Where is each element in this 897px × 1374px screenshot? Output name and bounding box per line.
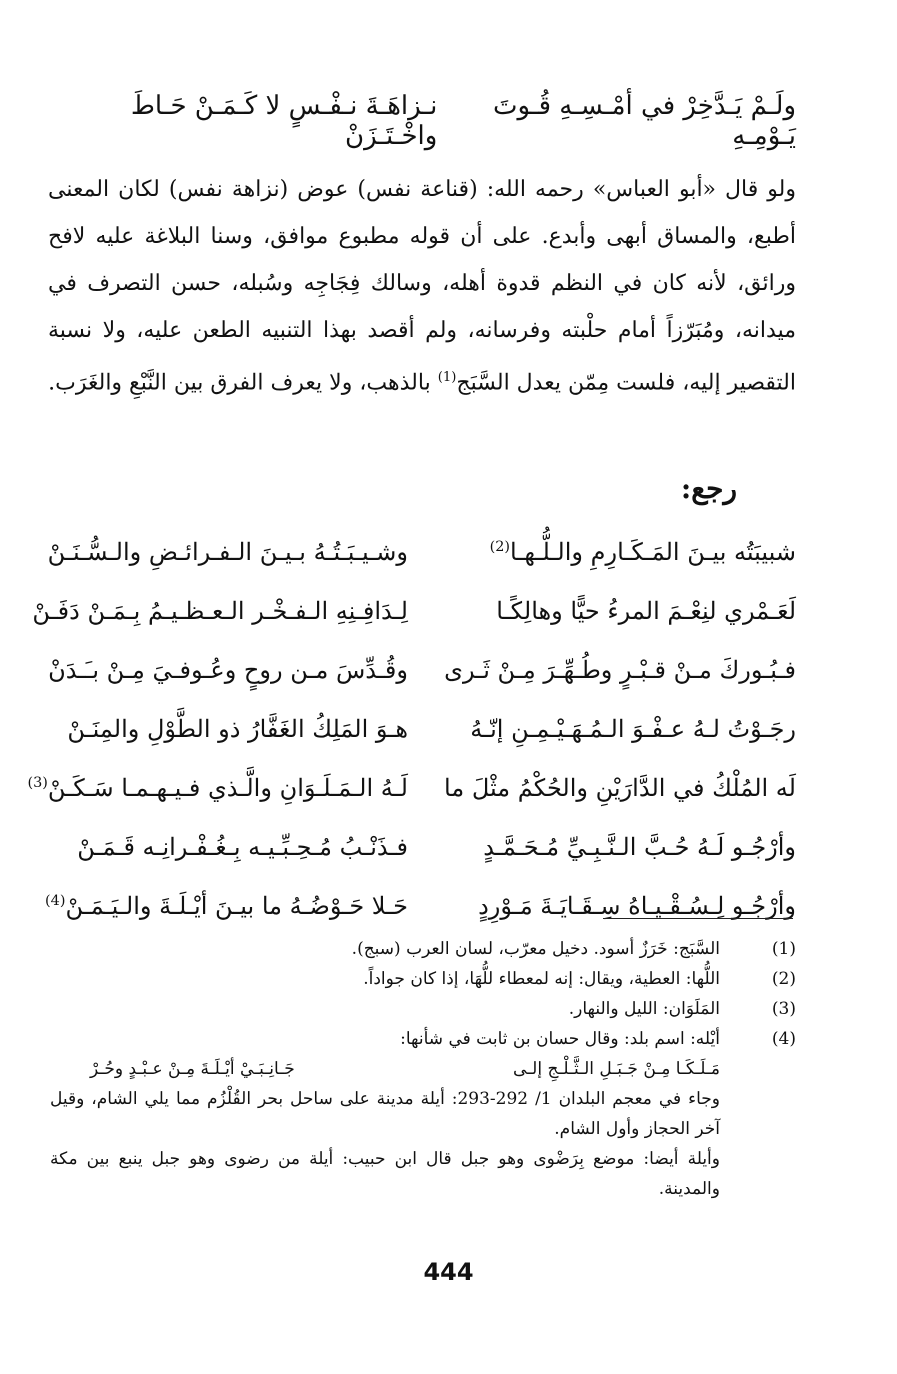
hemistich-second xyxy=(27,773,408,802)
hemistich-first: لَه المُلْكُ في الدَّارَيْنِ والحُكْمُ مثْلَ ما xyxy=(444,773,796,802)
footnote-text: السَّبَج: خَرَزٌ أسود. دخيل معرّب، لسان العرب (سبج). xyxy=(351,939,720,959)
footnote-number: (2) xyxy=(771,969,796,989)
footnote-1 xyxy=(50,934,796,964)
hemistich-second: لِـدَافِـنِهِ الـفـخْـر الـعـظـيـمُ بِـمَـنْ دَفَـنْ xyxy=(32,596,408,625)
hemistich-second: وشـيـبَـتُـهُ بـيـنَ الـفـرائـضِ والـسُّـنَـنْ xyxy=(47,537,408,566)
verse-first-hemistich: ولَـمْ يَـدَّخِرْ في أمْـسِـهِ قُـوتَ يَـوْمِـهِ xyxy=(493,91,796,151)
footnote-text: المَلَوَان: الليل والنهار. xyxy=(568,999,720,1019)
hemistich-text: حَـلا حَـوْضُـهُ ما بيـنَ أيْـلَـةَ والـيَـمَـنْ xyxy=(65,891,408,920)
footnote-text: اللُّها: العطية، ويقال: إنه لمعطاء للُّهَا، إذا كان جواداً. xyxy=(363,969,720,989)
opening-verse xyxy=(48,91,796,151)
section-heading: رجع: xyxy=(680,472,737,505)
footnotes xyxy=(50,934,796,1204)
hemistich-second xyxy=(45,891,408,920)
prose-text: ولو قال «أبو العباس» رحمه الله: (قناعة نفس) عوض (نزاهة نفس) لكان المعنى أطبع، والمساق أبهى وأبدع. على أن قوله مطبوع موافق، وسنا البلاغة عليه لافح ورائق، لأنه كان في النظم قدوة أهله، وسالك فِجَاجِه وسُبله، حسن التصرف في ميدانه، ومُبَرّزاً أمام حلْبته وفرسانه، ولم أقصد بهذا التنبيه الطعن عليه، ولا نسبة التقصير إليه، فلست مِمّن يعدل السَّبَج xyxy=(48,177,796,396)
poem-line xyxy=(32,581,796,640)
footnote-ref-4: (4) xyxy=(45,892,66,909)
poem xyxy=(27,522,796,935)
footnote-verse-first: مَـلَـكَـا مِـنْ جَـبَـلِ الـثَّـلْـجِ إلـى xyxy=(513,1059,720,1079)
hemistich-first: وأرْجُـو لِـسُـقْـيـاهُ سِـقَـايَـةَ مَـوْرِدٍ xyxy=(478,891,796,920)
footnote-3 xyxy=(50,994,796,1024)
footnote-ref-2: (2) xyxy=(489,538,511,555)
hemistich-text: لَـهُ الـمَـلَـوَانِ والَّـذي فـيـهـمـا سَـكَـنْ xyxy=(47,773,408,802)
verse-second-hemistich: نـزاهَـةَ نـفْـسٍ لا كَـمَـنْ حَـاطَ واخْـتَـزَنْ xyxy=(130,91,438,151)
poem-line xyxy=(48,522,796,581)
footnote-verse-second: جَـانِـبَـيْ أيْـلَـةَ مِـنْ عـبْـدٍ وحُـرْ xyxy=(90,1059,295,1079)
poem-line xyxy=(48,817,796,876)
hemistich-second: وقُـدِّسَ مـن روحٍ وعُـوفـيَ مِـنْ بـَـدَنْ xyxy=(48,655,408,684)
footnote-number: (4) xyxy=(771,1029,796,1049)
poem-line xyxy=(48,640,796,699)
footnote-4 xyxy=(50,1024,796,1054)
hemistich-text: شبيبَتُه بيـنَ المَـكَـارِمِ والـلُّـهـا xyxy=(510,537,796,566)
footnote-number: (1) xyxy=(771,939,796,959)
hemistich-first: رجَـوْتُ لـهُ عـفْـوَ الـمُـهَـيْـمِـنِ إنّـهُ xyxy=(470,714,796,743)
poem-line xyxy=(27,758,796,817)
hemistich-first: فـبُـوركَ مـنْ قـبْـرٍ وطُـهِّـرَ مِـنْ ثَـرى xyxy=(444,655,796,684)
poem-line xyxy=(48,699,796,758)
hemistich-first: وأرْجُـو لَـهُ حُـبَّ الـنَّـبِـيِّ مُـحَـمَّـدٍ xyxy=(483,832,796,861)
page-number: 444 xyxy=(423,1258,474,1286)
footnote-number: (3) xyxy=(771,999,796,1019)
footnote-ref-3: (3) xyxy=(27,774,48,791)
hemistich-second: هـوَ المَلِكُ الغَفَّارُ ذو الطَّوْلِ والمِنَـنْ xyxy=(67,714,408,743)
footnote-2 xyxy=(50,964,796,994)
footnote-continuation: وجاء في معجم البلدان 1/ 292-293: أيلة مدينة على ساحل بحر القُلْزُم مما يلي الشام، وقيل آخر الحجاز وأول الشام. xyxy=(50,1089,720,1139)
prose-text-end: بالذهب، ولا يعرف الفرق بين النَّبْعِ والغَرَب. xyxy=(48,370,438,396)
prose-paragraph xyxy=(48,166,796,406)
footnote-text: أيْله: اسم بلد: وقال حسان بن ثابت في شأنها: xyxy=(400,1029,720,1049)
footnote-continuation: وأيلة أيضا: موضع بِرَضْوى وهو جبل قال ابن حبيب: أيلة من رضوى وهو جبل ينبع بين مكة والمدينة. xyxy=(50,1149,720,1199)
hemistich-first: لَعَـمْري لنِعْـمَ المرءُ حيًّا وهالِكًـا xyxy=(496,596,796,625)
footnote-divider xyxy=(603,918,793,919)
footnote-ref-1: (1) xyxy=(437,370,457,385)
footnote-verse xyxy=(50,1054,796,1084)
hemistich-first xyxy=(436,538,796,566)
hemistich-second: فـذَنْـبُ مُـحِـبِّـيـه بِـغُـفْـرانِـه قَـمَـنْ xyxy=(77,832,408,861)
poem-line xyxy=(45,876,796,935)
